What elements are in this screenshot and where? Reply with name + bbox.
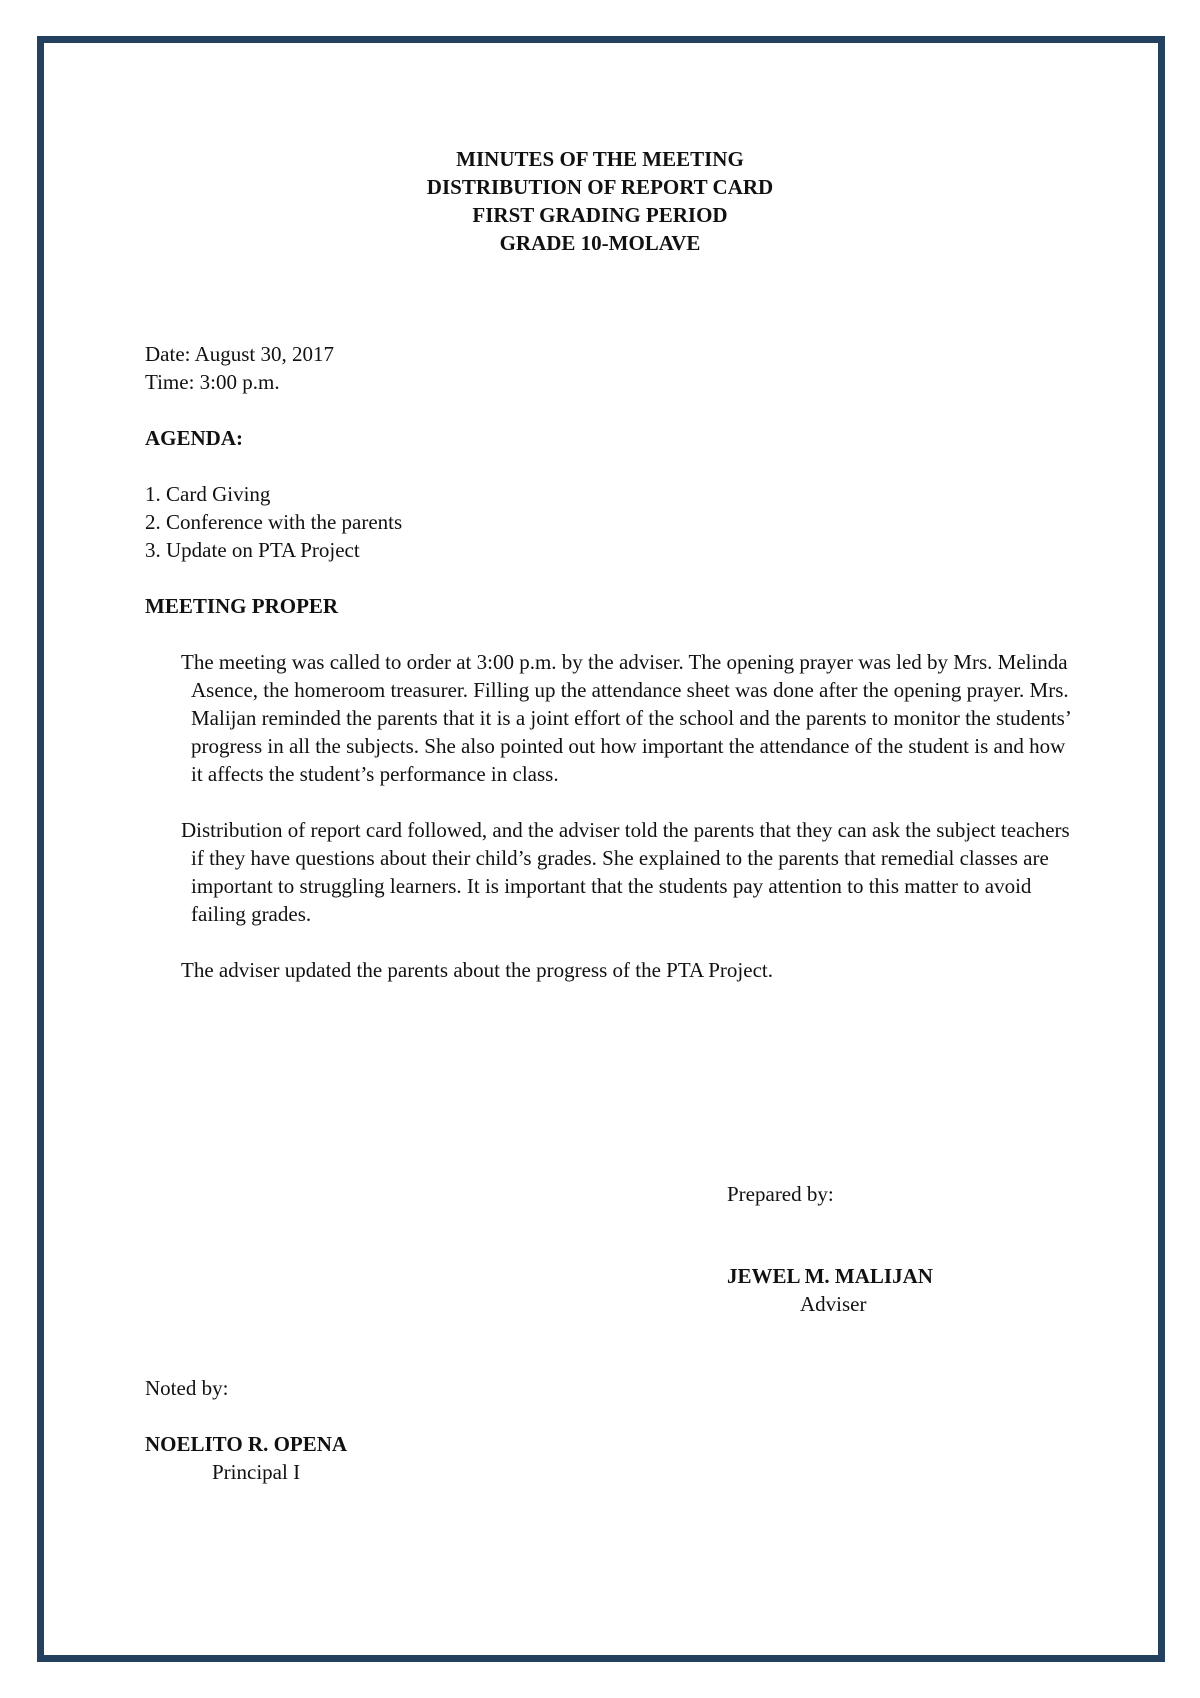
document-body (145, 340, 1071, 984)
paragraph-2: Distribution of report card followed, and the adviser told the parents that they can ask the subject teachers if they have questions about their child’s grades. She explained to the parents that remedial classes are important to struggling learners. It is important that the students pay attention to this matter to avoid failing grades. (181, 818, 1070, 926)
meeting-date: Date: August 30, 2017 (145, 342, 334, 366)
agenda-item: 2. Conference with the parents (145, 510, 403, 534)
title-line-3: FIRST GRADING PERIOD (472, 203, 728, 227)
title-line-2: DISTRIBUTION OF REPORT CARD (426, 175, 774, 199)
agenda-list (145, 480, 1065, 564)
prepared-by-name: JEWEL M. MALIJAN (727, 1264, 933, 1288)
title-line-1: MINUTES OF THE MEETING (456, 147, 744, 171)
meeting-proper-heading: MEETING PROPER (145, 594, 339, 618)
noted-by-label: Noted by: (145, 1376, 229, 1400)
noted-by-name: NOELITO R. OPENA (145, 1432, 348, 1456)
meeting-time: Time: 3:00 p.m. (145, 370, 280, 394)
prepared-by-label: Prepared by: (727, 1182, 834, 1206)
agenda-heading: AGENDA: (145, 426, 243, 450)
paragraph-1: The meeting was called to order at 3:00 p.m. by the adviser. The opening prayer was led by Mrs. Melinda Asence, the homeroom treasurer. Filling up the attendance sheet was done after the opening prayer. Mrs. Malijan reminded the parents that it is a joint effort of the school and the parents to monitor the students’ progress in all the subjects. She also pointed out how important the attendance of the student is and how it affects the student’s performance in class. (181, 650, 1071, 786)
agenda-item: 3. Update on PTA Project (145, 538, 360, 562)
document-title (0, 145, 1200, 257)
prepared-by-title: Adviser (800, 1292, 867, 1316)
noted-by-title: Principal I (212, 1460, 301, 1484)
title-line-4: GRADE 10-MOLAVE (499, 231, 701, 255)
agenda-item: 1. Card Giving (145, 482, 271, 506)
paragraph-3: The adviser updated the parents about the progress of the PTA Project. (181, 958, 773, 982)
